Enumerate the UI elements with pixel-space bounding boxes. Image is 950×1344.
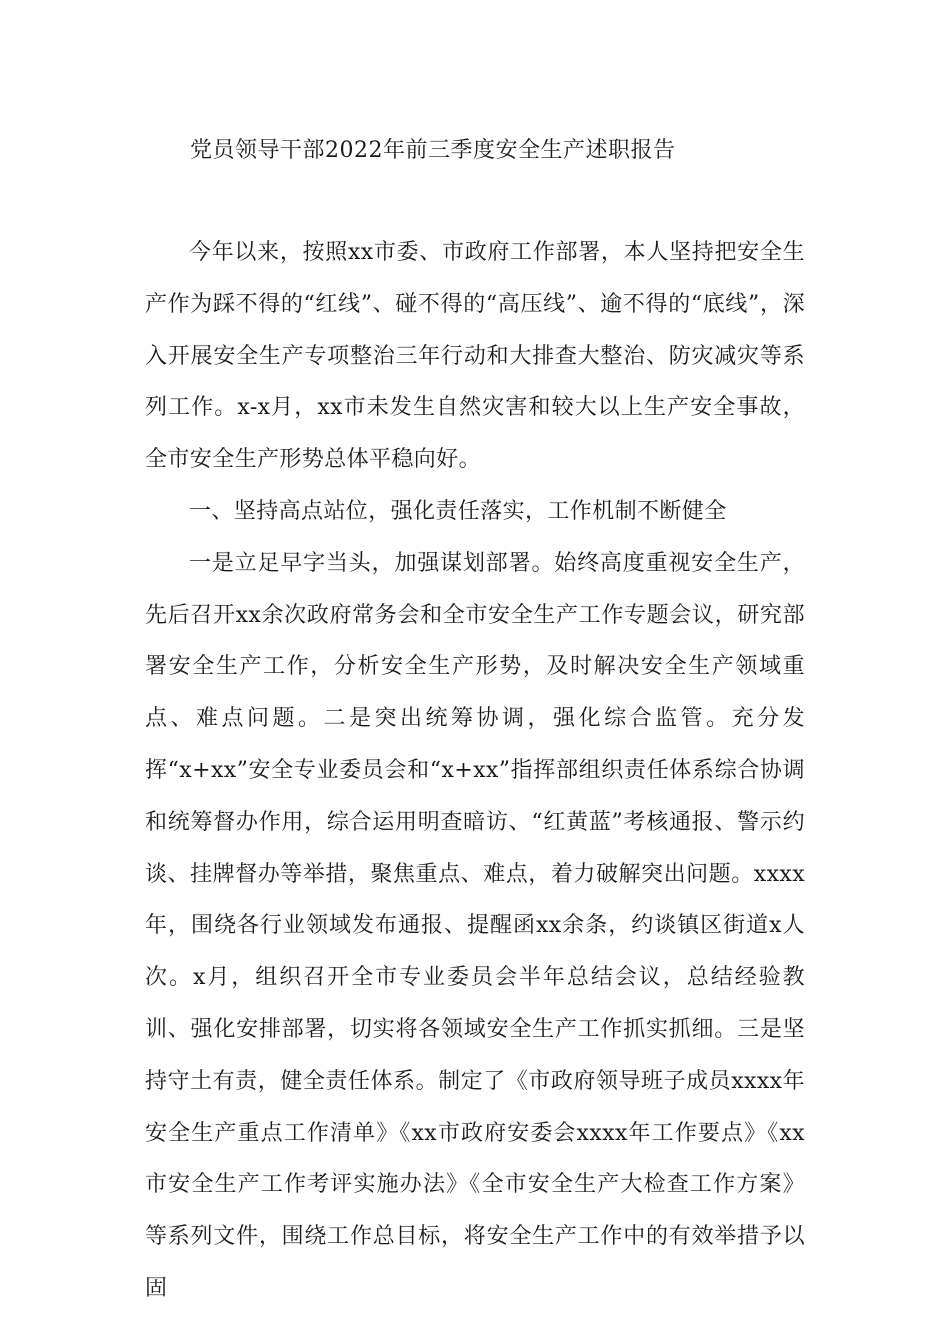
document-body: [145, 227, 805, 1315]
section-heading: 一、坚持高点站位，强化责任落实，工作机制不断健全: [189, 498, 727, 524]
paragraph-section-1: 一是立足早字当头，加强谋划部署。始终高度重视安全生产，先后召开xx余次政府常务会和全市安全生产工作专题会议，研究部署安全生产工作，分析安全生产形势，及时解决安全生产领域重点、难点问题。二是突出统筹协调，强化综合监管。充分发挥“x+xx”安全专业委员会和“x+xx”指挥部组织责任体系综合协调和统筹督办作用，综合运用明查暗访、“红黄蓝”考核通报、警示约谈、挂牌督办等举措，聚焦重点、难点，着力破解突出问题。xxxx年，围绕各行业领域发布通报、提醒函xx余条，约谈镇区街道x人次。x月，组织召开全市专业委员会半年总结会议，总结经验教训、强化安排部署，切实将各领域安全生产工作抓实抓细。三是坚持守土有责，健全责任体系。制定了《市政府领导班子成员xxxx年安全生产重点工作清单》《xx市政府安委会xxxx年工作要点》《xx市安全生产工作考评实施办法》《全市安全生产大检查工作方案》等系列文件，围绕工作总目标，将安全生产工作中的有效举措予以固: [145, 550, 805, 1301]
document-title: 党员领导干部2022年前三季度安全生产述职报告: [190, 138, 676, 163]
paragraph-intro: 今年以来，按照xx市委、市政府工作部署，本人坚持把安全生产作为踩不得的“红线”、碰不得的“高压线”、逾不得的“底线”，深入开展安全生产专项整治三年行动和大排查大整治、防灾减灾等系列工作。x-x月，xx市未发生自然灾害和较大以上生产安全事故，全市安全生产形势总体平稳向好。: [145, 240, 805, 473]
